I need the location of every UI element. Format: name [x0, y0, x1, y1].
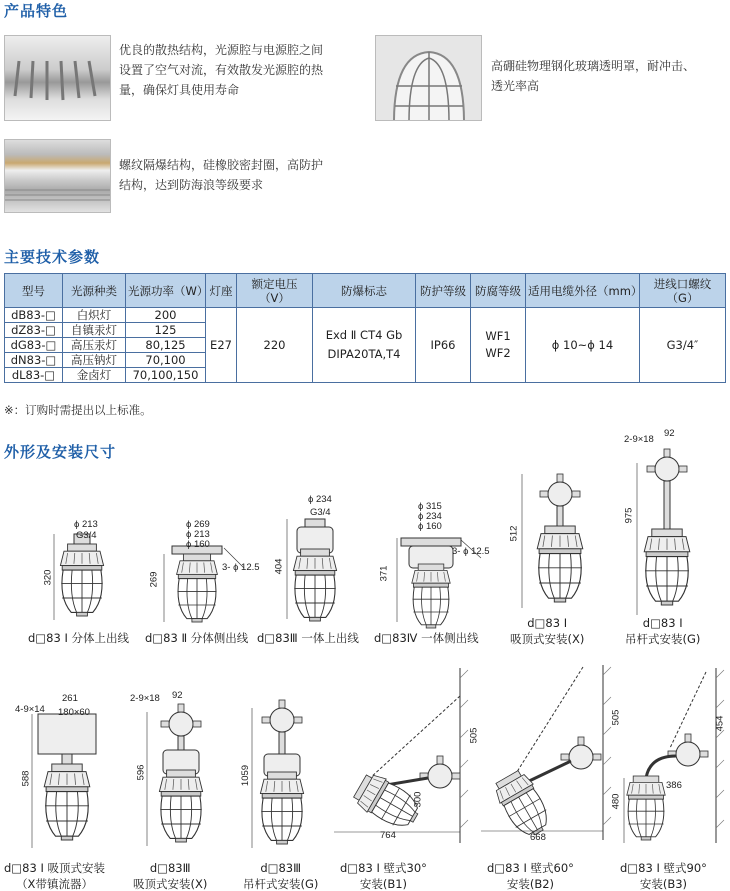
- dim-label: 92: [664, 428, 675, 439]
- dim-label: 512: [508, 525, 520, 542]
- dim-label: ϕ 315: [418, 501, 442, 512]
- col-power: 光源功率（W）: [126, 274, 206, 308]
- caption-d83-i-wall-30: d□83 Ⅰ 壁式30° 安装(B1): [340, 861, 427, 891]
- caption-d83-i-pendant: d□83 Ⅰ 吊杆式安装(G): [625, 616, 701, 646]
- cell-ip: IP66: [416, 308, 471, 383]
- cell-power: 70,100,150: [126, 368, 206, 383]
- dim-label: ϕ 160: [186, 539, 210, 550]
- dim-label: 4-9×14: [15, 704, 45, 715]
- dim-label: 668: [530, 832, 546, 843]
- cell-model: dG83-□: [5, 338, 63, 353]
- dim-label: ϕ 213: [74, 519, 98, 530]
- drawing-d83-i-wall-60: [475, 665, 615, 845]
- cell-model: dZ83-□: [5, 323, 63, 338]
- caption-d83-iii-ceiling: d□83Ⅲ 吸顶式安装(X): [133, 861, 208, 891]
- drawing-d83-iii-top: [285, 515, 355, 620]
- dim-label: 180×60: [58, 707, 90, 718]
- caption-d83-i-ceiling-ballast: d□83 Ⅰ 吸顶式安装 （X带镇流器）: [4, 861, 106, 891]
- caption-d83-i-wall-60: d□83 Ⅰ 壁式60° 安装(B2): [487, 861, 574, 891]
- drawing-d83-iv-side: [395, 530, 485, 620]
- dim-label: 2-9×18: [130, 693, 160, 704]
- dim-label: 596: [135, 764, 147, 781]
- col-ex-mark: 防爆标志: [313, 274, 416, 308]
- cell-model: dN83-□: [5, 353, 63, 368]
- cell-socket: E27: [206, 308, 237, 383]
- caption-d83-iii-pendant: d□83Ⅲ 吊杆式安装(G): [243, 861, 319, 891]
- dim-label: G3/4: [76, 530, 97, 541]
- col-source: 光源种类: [63, 274, 126, 308]
- cell-model: dB83-□: [5, 308, 63, 323]
- caption-d83-ii-side: d□83 Ⅱ 分体侧出线: [145, 631, 249, 645]
- glass-cover-photo: [375, 35, 482, 121]
- dim-label: 505: [468, 727, 480, 744]
- dim-label: 404: [273, 558, 285, 575]
- dim-label: 764: [380, 830, 396, 841]
- caption-d83-iii-top: d□83Ⅲ 一体上出线: [257, 631, 359, 645]
- cell-ex-mark: Exd Ⅱ CT4 Gb DIPA20TA,T4: [313, 308, 416, 383]
- dim-label: ϕ 160: [418, 521, 442, 532]
- heat-sink-photo: [4, 35, 111, 121]
- drawing-d83-i-wall-30: [330, 668, 470, 848]
- drawing-d83-iii-pendant: [250, 702, 330, 856]
- spec-table: [4, 273, 726, 383]
- feature-text-3: 螺纹隔爆结构，硅橡胶密封圈，高防护 结构，达到防海浪等级要求: [119, 158, 324, 192]
- cell-source: 金卤灯: [63, 368, 126, 383]
- dim-label: 3- ϕ 12.5: [222, 562, 260, 573]
- dims-title: 外形及安装尺寸: [4, 443, 117, 461]
- dim-label: 300: [412, 791, 424, 808]
- features-title: 产品特色: [4, 2, 69, 20]
- drawing-d83-iii-ceiling: [145, 706, 225, 856]
- dim-label: 386: [666, 780, 682, 791]
- specs-title: 主要技术参数: [4, 248, 101, 266]
- cell-thread: G3/4″: [640, 308, 726, 383]
- table-row: [5, 308, 726, 323]
- dim-label: 261: [62, 693, 78, 704]
- col-model: 型号: [5, 274, 63, 308]
- cell-source: 自镇汞灯: [63, 323, 126, 338]
- dim-label: 505: [610, 709, 622, 726]
- cell-power: 125: [126, 323, 206, 338]
- dim-label: 269: [148, 571, 160, 588]
- drawing-d83-i-ceiling: [520, 468, 600, 618]
- dim-label: 2-9×18: [624, 434, 654, 445]
- dim-label: 3- ϕ 12.5: [452, 546, 490, 557]
- cell-source: 白炽灯: [63, 308, 126, 323]
- feature-text-2: 高硼硅物理钢化玻璃透明罩，耐冲击、 透光率高: [491, 59, 696, 93]
- drawing-d83-i-ceiling-ballast: [30, 708, 110, 858]
- col-cable: 适用电缆外径（mm）: [526, 274, 640, 308]
- dim-label: 1059: [240, 764, 252, 787]
- col-ip: 防护等级: [416, 274, 471, 308]
- col-corrosion: 防腐等级: [471, 274, 526, 308]
- col-thread: 进线口螺纹（G）: [640, 274, 726, 308]
- cell-power: 70,100: [126, 353, 206, 368]
- col-socket: 灯座: [206, 274, 237, 308]
- caption-d83-i-ceiling: d□83 Ⅰ 吸顶式安装(X): [510, 616, 585, 646]
- drawing-d83-i-wall-90: [610, 668, 728, 848]
- cell-source: 高压钠灯: [63, 353, 126, 368]
- drawing-d83-i-pendant: [635, 445, 715, 620]
- cell-corrosion: WF1 WF2: [471, 308, 526, 383]
- cell-power: 200: [126, 308, 206, 323]
- dim-label: ϕ 234: [308, 494, 332, 505]
- dim-label: G3/4: [310, 507, 331, 518]
- dim-label: 320: [42, 569, 54, 586]
- caption-d83-iv-side: d□83Ⅳ 一体侧出线: [374, 631, 479, 645]
- dim-label: 588: [20, 770, 32, 787]
- dim-label: ϕ 234: [418, 511, 442, 522]
- cell-source: 高压汞灯: [63, 338, 126, 353]
- thread-seal-photo: [4, 139, 111, 213]
- cell-power: 80,125: [126, 338, 206, 353]
- dim-label: 454: [714, 715, 726, 732]
- cell-cable: ϕ 10~ϕ 14: [526, 308, 640, 383]
- dim-label: ϕ 213: [186, 529, 210, 540]
- order-note: ※：订购时需提出以上标准。: [4, 403, 152, 417]
- dim-label: 92: [172, 690, 183, 701]
- dim-label: ϕ 269: [186, 519, 210, 530]
- cell-model: dL83-□: [5, 368, 63, 383]
- caption-d83-i-top: d□83 Ⅰ 分体上出线: [28, 631, 130, 645]
- dim-label: 975: [623, 507, 635, 524]
- feature-text-1: 优良的散热结构，光源腔与电源腔之间 设置了空气对流，有效散发光源腔的热 量，确保灯具使用寿命: [119, 43, 324, 97]
- cell-voltage: 220: [237, 308, 313, 383]
- dim-label: 371: [378, 565, 390, 582]
- col-voltage: 额定电压（V）: [237, 274, 313, 308]
- dim-label: 480: [610, 793, 622, 810]
- caption-d83-i-wall-90: d□83 Ⅰ 壁式90° 安装(B3): [620, 861, 707, 891]
